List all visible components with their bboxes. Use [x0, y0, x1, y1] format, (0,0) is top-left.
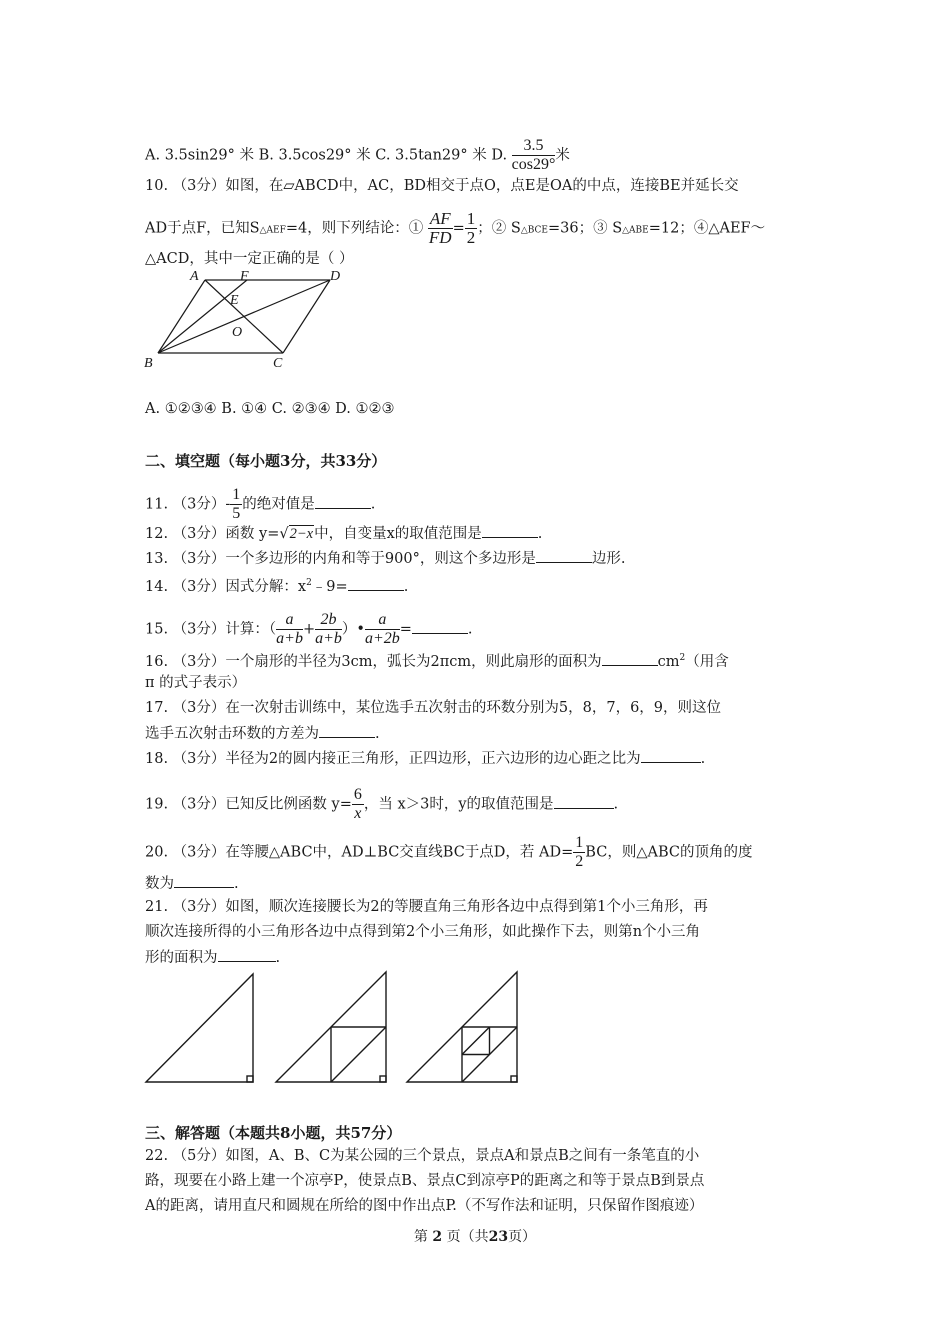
q11-blank — [315, 494, 371, 509]
q16-line-1: 16. （3分）一个扇形的半径为3cm，弧长为2πcm，则此扇形的面积为 $cm^2$（用含 — [145, 648, 729, 672]
q21-line-3: 形的面积为 . — [145, 947, 280, 968]
q11: 11. （3分）- $\frac{1}{5}$ 的绝对值是 . — [145, 486, 376, 522]
line-bf — [158, 280, 247, 353]
q15: 15. （3分）计算：（ $\frac{a}{a+b}$ + $\frac{2b}{a+b}$ ）• $\frac{a}{a+2b}$ = . — [145, 611, 473, 647]
q15-blank — [412, 619, 468, 634]
q9-options — [145, 137, 570, 174]
q9-option-d-unit: 米 — [555, 147, 570, 164]
q17-blank — [319, 723, 375, 738]
q21-line-1: 21. （3分）如图，顺次连接腰长为2的等腰直角三角形各边中点得到第1个小三角形，再 — [145, 899, 708, 915]
diagonal-bd — [158, 280, 330, 353]
q10-options: A. ①②③④ B. ①④ C. ②③④ D. ①②③ — [145, 401, 395, 417]
q15-fraction-1: $\frac{a}{a+b}$ — [276, 611, 303, 647]
page-footer: 第 2 页（共23页） — [413, 1229, 537, 1245]
q10-parallelogram-figure — [140, 266, 350, 376]
q12-radicand: 2−x — [289, 526, 314, 542]
q16-line-2: π 的式子表示） — [145, 675, 247, 691]
q15-fraction-2: $\frac{2b}{a+b}$ — [315, 611, 342, 647]
q10-line-1: 10. （3分）如图，在▱ABCD中，AC，BD相交于点O，点E是OA的中点，连接BE并延长交 — [145, 178, 739, 194]
page-number: 2 — [432, 1229, 443, 1245]
q14: 14. （3分）因式分解：$x^2﹣9=$ . — [145, 573, 408, 597]
q20-line-1: 20. （3分）在等腰△ABC中，AD⊥BC交直线BC于点D，若 AD= $\frac{1}{2}$ BC，则△ABC的顶角的度 — [145, 834, 753, 870]
q9-option-d-fraction: $\frac{3.5}{\cos 29^\circ}$ — [511, 137, 556, 173]
q15-fraction-3: $\frac{a}{a+2b}$ — [364, 611, 400, 647]
q22-line-1: 22. （5分）如图，A、B、C为某公园的三个景点，景点A和景点B之间有一条笔直的小 — [145, 1148, 700, 1164]
q12: 12. （3分）函数 y=√2−x中，自变量x的取值范围是 . — [145, 523, 542, 544]
section-3-title: 三、解答题（本题共8小题，共57分） — [145, 1124, 402, 1142]
q20-blank — [174, 873, 234, 888]
q12-blank — [482, 523, 538, 538]
q10-fraction-af-fd: $\frac{AF}{FD}$ — [428, 209, 452, 247]
q19-fraction: $\frac{6}{x}$ — [353, 786, 362, 822]
q17-line-1: 17. （3分）在一次射击训练中，某位选手五次射击的环数分别为5，8，7，6，9，则这位 — [145, 700, 722, 716]
q21-line-2: 顺次连接所得的小三角形各边中点得到第2个小三角形，如此操作下去，则第n个小三角 — [145, 924, 701, 940]
q9-option-d: D. — [491, 147, 508, 164]
q21-triangles-figure — [140, 965, 530, 1090]
q17-line-2: 选手五次射击环数的方差为 . — [145, 723, 380, 744]
q18: 18. （3分）半径为2的圆内接正三角形，正四边形，正六边形的边心距之比为 . — [145, 748, 705, 769]
q9-option-a: A. 3.5sin29° 米 — [145, 147, 254, 164]
page-total: 23 — [488, 1229, 509, 1245]
q22-line-2: 路，现要在小路上建一个凉亭P，使景点B、景点C到凉亭P的距离之和等于景点B到景点 — [145, 1173, 705, 1189]
q18-blank — [641, 748, 701, 763]
label-f: F — [240, 269, 249, 284]
q10-line-2: AD于点F，已知S△AEF=4，则下列结论：① $\frac{AF}{FD}$ = $\frac{1}{2}$ ；② S△BCE=36；③ S△ABE=12；④△AEF～ — [145, 209, 766, 247]
label-d: D — [330, 269, 341, 284]
section-2-title: 二、填空题（每小题3分，共33分） — [145, 452, 387, 470]
q13: 13. （3分）一个多边形的内角和等于900°，则这个多边形是 边形. — [145, 548, 625, 569]
q20-fraction: $\frac{1}{2}$ — [575, 834, 584, 870]
side-dc — [283, 280, 330, 353]
label-a: A — [190, 269, 199, 284]
q10-fraction-half: $\frac{1}{2}$ — [466, 209, 476, 247]
label-o: O — [232, 325, 243, 340]
q10-line-3: △ACD，其中一定正确的是（ ） — [145, 251, 354, 267]
q22-line-3: A的距离，请用直尺和圆规在所给的图中作出点P.（不写作法和证明，只保留作图痕迹） — [145, 1198, 704, 1214]
q20-line-2: 数为 . — [145, 873, 239, 894]
q19: 19. （3分）已知反比例函数 y= $\frac{6}{x}$ ，当 x＞3时，y的取值范围是 . — [145, 786, 619, 822]
q21-blank — [218, 947, 276, 962]
q14-blank — [348, 576, 404, 591]
q9-option-c: C. 3.5tan29° 米 — [375, 147, 487, 164]
label-c: C — [273, 356, 283, 371]
q19-blank — [554, 794, 614, 809]
q11-fraction: $\frac{1}{5}$ — [232, 486, 241, 522]
q13-blank — [536, 548, 592, 563]
triangle-2 — [276, 972, 386, 1082]
triangle-3 — [407, 972, 517, 1082]
label-e: E — [230, 293, 239, 308]
side-ab — [158, 280, 205, 353]
q9-option-b: B. 3.5cos29° 米 — [258, 147, 371, 164]
q16-blank — [602, 651, 658, 666]
triangle-1 — [146, 974, 253, 1082]
label-b: B — [144, 356, 153, 371]
